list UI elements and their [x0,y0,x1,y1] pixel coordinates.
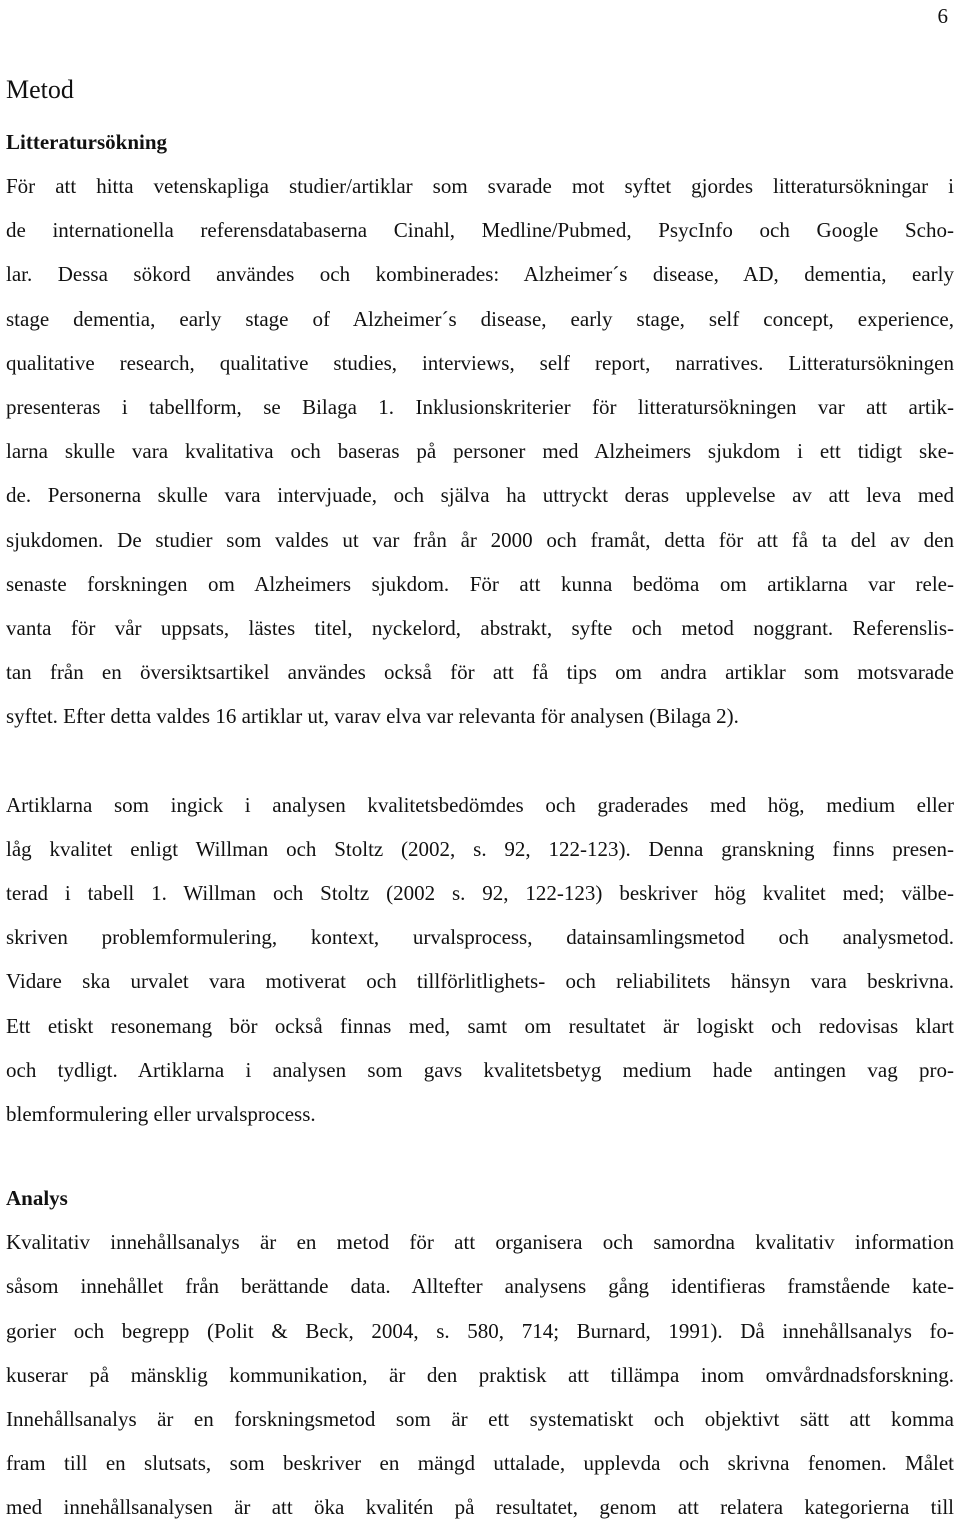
text-line: tan från en översiktsartikel användes också för att få tips om andra artiklar som motsvarade [6,660,954,685]
paragraph [6,1220,954,1529]
text-line: Ett etiskt resonemang bör också finnas med, samt om resultatet är logiskt och redovisas klart [6,1013,954,1038]
text-line: Kvalitativ innehållsanalys är en metod för att organisera och samordna kvalitativ information [6,1230,954,1255]
text-line: de. Personerna skulle vara intervjuade, och själva ha uttryckt deras upplevelse av att leva med [6,483,954,508]
section-heading-litteratursokning: Litteratursökning [6,130,168,154]
text-line: lar. Dessa sökord användes och kombinerades: Alzheimer´s disease, AD, dementia, early [6,262,954,287]
paragraph [6,164,954,739]
text-line: Artiklarna som ingick i analysen kvalitetsbedömdes och graderades med hög, medium eller [6,792,954,817]
text-line: skriven problemformulering, kontext, urvalsprocess, datainsamlingsmetod och analysmetod. [6,925,954,950]
section-spacer [6,1136,954,1176]
text-line: de internationella referensdatabaserna Cinahl, Medline/Pubmed, PsycInfo och Google Scho- [6,218,954,243]
text-line: larna skulle vara kvalitativa och baseras på personer med Alzheimers sjukdom i ett tidigt ske- [6,439,954,464]
section-heading-analys: Analys [6,1186,68,1211]
text-line: låg kvalitet enligt Willman och Stoltz (2002, s. 92, 122-123). Denna granskning finns presen- [6,836,954,861]
text-line: fram till en slutsats, som beskriver en mängd uttalade, upplevda och skrivna fenomen. Målet [6,1451,954,1476]
text-line: qualitative research, qualitative studies, interviews, self report, narratives. Litteratursökningen [6,350,954,375]
paragraph-spacer [6,739,954,783]
text-line: senaste forskningen om Alzheimers sjukdom. För att kunna bedöma om artiklarna var rele- [6,571,954,596]
chapter-title: Metod [6,75,74,104]
text-line: För att hitta vetenskapliga studier/artiklar som svarade mot syftet gjordes litteratursökningar i [6,174,954,198]
text-line: gorier och begrepp (Polit & Beck, 2004, s. 580, 714; Burnard, 1991). Då innehållsanalys fo- [6,1318,954,1343]
text-line: syftet. Efter detta valdes 16 artiklar ut, varav elva var relevanta för analysen (Bilaga 2). [6,704,739,729]
document-body [6,70,954,1530]
text-line: såsom innehållet från berättande data. Alltefter analysens gång identifieras framstående kate- [6,1274,954,1299]
text-line: stage dementia, early stage of Alzheimer´s disease, early stage, self concept, experience, [6,306,954,331]
text-line: och tydligt. Artiklarna i analysen som gavs kvalitetsbetyg medium hade antingen vag pro- [6,1057,954,1082]
text-line: blemformulering eller urvalsprocess. [6,1102,316,1127]
text-line: kuserar på mänsklig kommunikation, är den praktisk att tillämpa inom omvårdnadsforskning. [6,1362,954,1387]
page-number: 6 [937,4,948,28]
text-line: Innehållsanalys är en forskningsmetod som är ett systematiskt och objektivt sätt att komma [6,1407,954,1432]
text-line: sjukdomen. De studier som valdes ut var från år 2000 och framåt, detta för att få ta del av den [6,527,954,552]
text-line: terad i tabell 1. Willman och Stoltz (2002 s. 92, 122-123) beskriver hög kvalitet med; välbe- [6,881,954,906]
text-line: presenteras i tabellform, se Bilaga 1. Inklusionskriterier för litteratursökningen var att artik- [6,395,954,420]
text-line: vanta för vår uppsats, lästes titel, nyckelord, abstrakt, syfte och metod noggrant. Referenslis- [6,616,954,641]
paragraph [6,783,954,1137]
text-line: med innehållsanalysen är att öka kvalitén på resultatet, genom att relatera kategorierna till [6,1495,954,1520]
text-line: Vidare ska urvalet vara motiverat och tillförlitlighets- och reliabilitets hänsyn vara beskrivna. [6,969,954,994]
